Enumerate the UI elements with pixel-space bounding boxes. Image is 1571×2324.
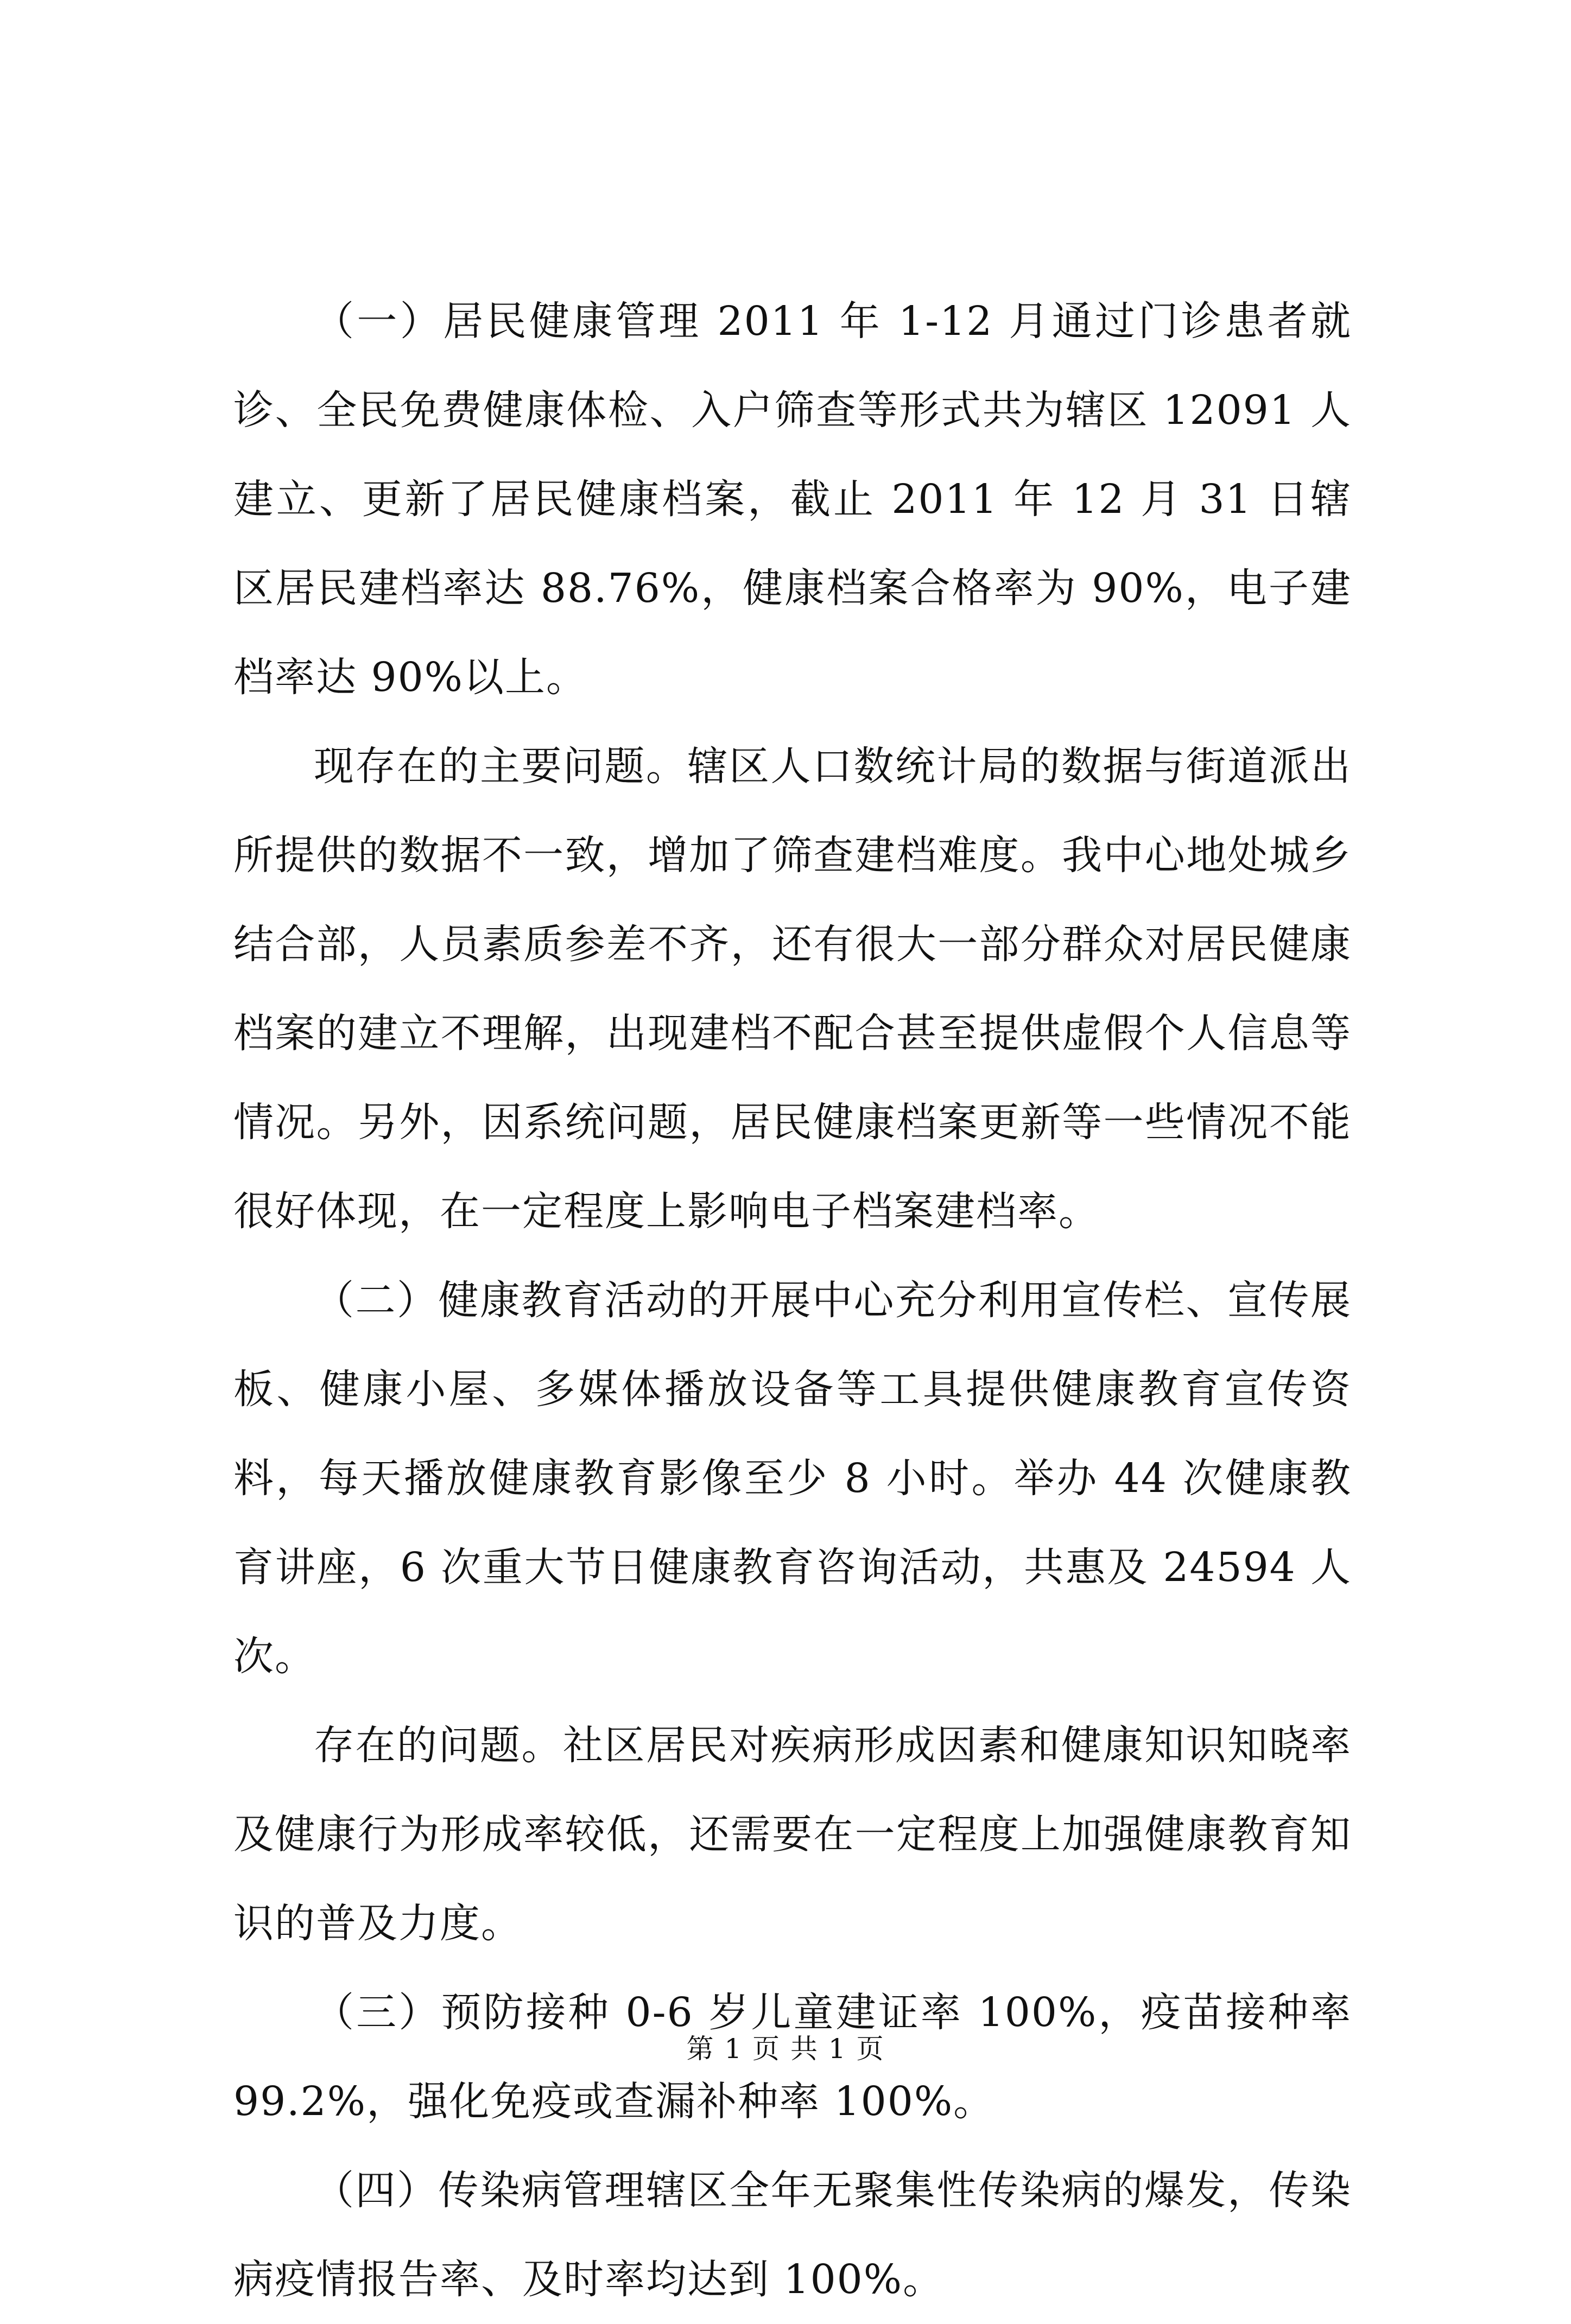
paragraph-health-education-problems: 存在的问题。社区居民对疾病形成因素和健康知识知晓率及健康行为形成率较低，还需要在一定程度上加强健康教育知识的普及力度。	[233, 1722, 1352, 1947]
paragraph-health-education: （二）健康教育活动的开展中心充分利用宣传栏、宣传展板、健康小屋、多媒体播放设备等工具提供健康教育宣传资料，每天播放健康教育影像至少 8 小时。举办 44 次健康教育讲座，6 次重大节日健康教育咨询活动，共惠及 24594 人次。	[233, 1277, 1352, 1680]
paragraph-resident-health-management: （一）居民健康管理 2011 年 1-12 月通过门诊患者就诊、全民免费健康体检、入户筛查等形式共为辖区 12091 人建立、更新了居民健康档案，截止 2011 年 12 月 31 日辖区居民建档率达 88.76%，健康档案合格率为 90%，电子建档率达 90%以上。	[233, 298, 1352, 701]
page-number-footer: 第 1 页 共 1 页	[686, 2033, 885, 2065]
paragraph-health-record-problems: 现存在的主要问题。辖区人口数统计局的数据与街道派出所提供的数据不一致，增加了筛查建档难度。我中心地处城乡结合部，人员素质参差不齐，还有很大一部分群众对居民健康档案的建立不理解，出现建档不配合甚至提供虚假个人信息等情况。另外，因系统问题，居民健康档案更新等一些情况不能很好体现，在一定程度上影响电子档案建档率。	[233, 743, 1352, 1235]
document-body	[233, 277, 1352, 2324]
paragraph-vaccination: （三）预防接种 0-6 岁儿童建证率 100%，疫苗接种率 99.2%，强化免疫或查漏补种率 100%。	[233, 1989, 1352, 2125]
paragraph-infectious-disease: （四）传染病管理辖区全年无聚集性传染病的爆发，传染病疫情报告率、及时率均达到 100%。	[233, 2167, 1352, 2303]
